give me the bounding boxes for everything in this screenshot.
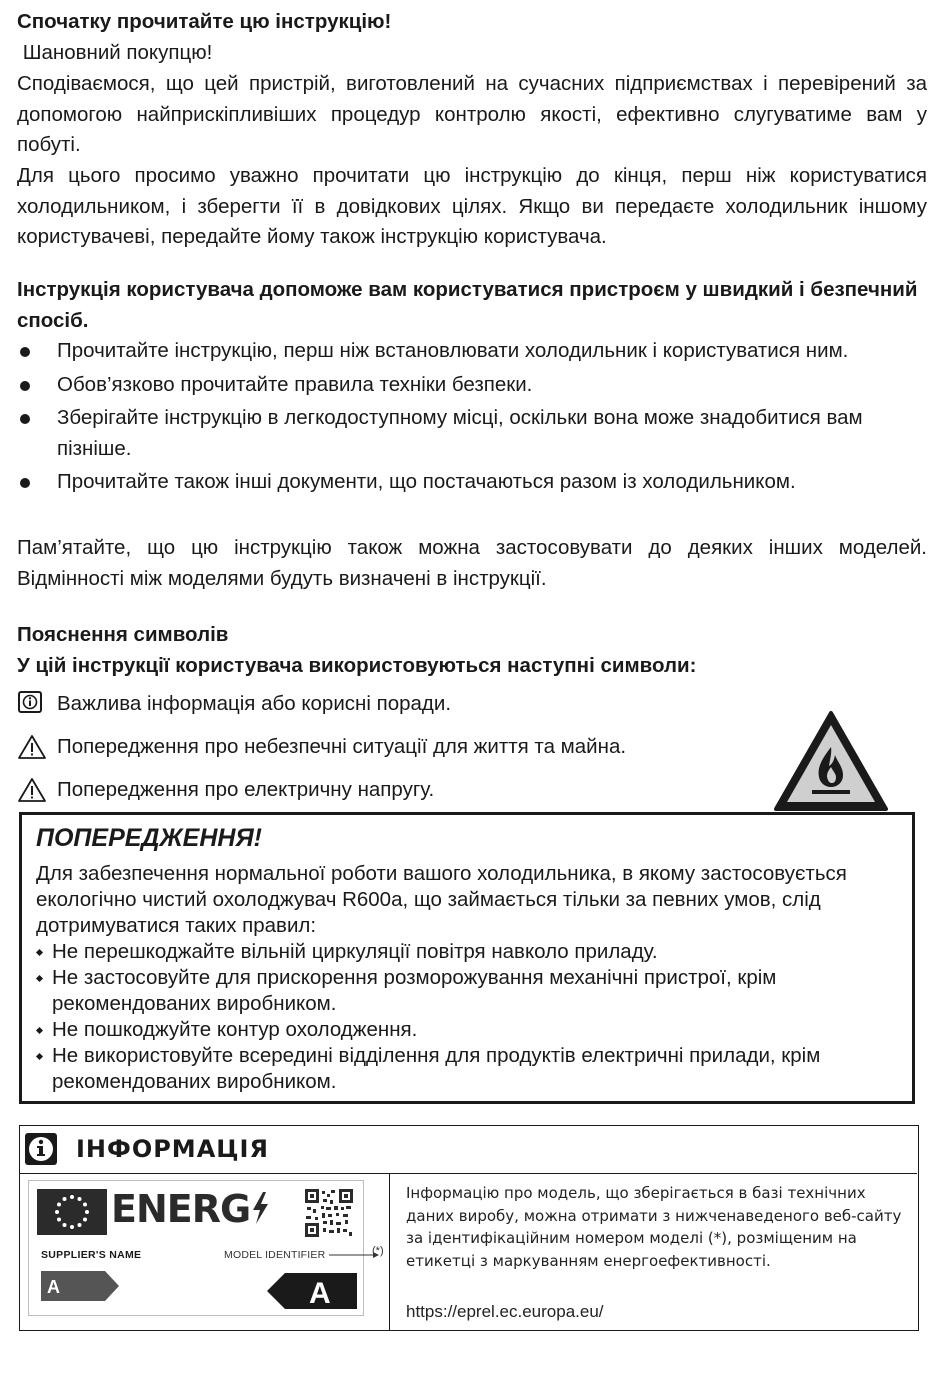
bullet-diamond-icon — [36, 1027, 43, 1034]
energy-label-image — [28, 1180, 364, 1316]
info-box — [19, 1125, 919, 1331]
supplier-name-label: SUPPLIER'S NAME — [41, 1249, 142, 1261]
model-identifier-label: MODEL IDENTIFIER — [224, 1249, 326, 1261]
eprel-link[interactable]: https://eprel.ec.europa.eu/ — [406, 1302, 604, 1321]
warning-bullet-text: Не пошкоджуйте контур охолодження. — [52, 1018, 418, 1041]
eu-flag-icon — [37, 1189, 107, 1235]
bullet-text: Прочитайте інструкцію, перш ніж встановлювати холодильник і користуватися ним. — [57, 339, 849, 362]
page-title: Спочатку прочитайте цю інструкцію! — [17, 10, 392, 33]
info-header — [20, 1126, 917, 1174]
energy-scale-bar — [41, 1271, 121, 1301]
info-text: Інформацію про модель, що зберігається в базі технічних даних виробу, можна отримати з нижченаведеного веб-сайту за ідентифікаційним номером моделі (*), розміщеним на етикетці з маркуванням енергоефективності. — [406, 1184, 902, 1270]
warning-bullet-list — [36, 939, 896, 1095]
symbols-intro: У цій інструкції користувача використовуються наступні символи: — [17, 654, 697, 677]
bullet-dot-icon — [20, 381, 30, 391]
bullet-text: Зберігайте інструкцію в легкодоступному місці, оскільки вона може знадобитися вам пізніше. — [57, 406, 863, 460]
bullet-text: Обов’язково прочитайте правила техніки безпеки. — [57, 372, 533, 396]
warning-bullet-text: Не застосовуйте для прискорення розморожування механічні пристрої, крім рекомендованих виробником. — [52, 966, 777, 1015]
info-icon — [17, 691, 47, 717]
list-item — [36, 1043, 896, 1095]
symbol-text: Важлива інформація або корисні поради. — [57, 692, 452, 715]
lightning-bolt-icon — [250, 1192, 270, 1224]
bullet-dot-icon — [20, 347, 30, 357]
asterisk-note: (*) — [372, 1245, 384, 1257]
list-item — [36, 939, 896, 965]
qr-code-icon — [305, 1189, 353, 1237]
symbol-row-electric — [17, 775, 434, 806]
bullet-text: Прочитайте також інші документи, що постачаються разом із холодильником. — [57, 470, 796, 493]
info-title: ІНФОРМАЦІЯ — [76, 1135, 269, 1163]
flammable-warning-sign-icon — [772, 709, 890, 813]
symbol-text: Попередження про небезпечні ситуації для життя та майна. — [57, 735, 627, 758]
guide-bullet-list — [17, 336, 927, 501]
bullet-dot-icon — [20, 414, 30, 424]
info-icon — [24, 1132, 58, 1166]
intro-paragraph-1: Сподіваємося, що цей пристрій, виготовлений на сучасних підприємствах і перевірений за допомогою найприскіпливіших процедур контролю якості, ефективно слугуватиме вам у побуті. — [17, 72, 927, 156]
warning-box — [19, 812, 915, 1104]
list-item — [17, 403, 927, 464]
list-item — [17, 336, 927, 367]
bullet-diamond-icon — [36, 975, 43, 982]
symbol-row-danger — [17, 732, 626, 763]
bullet-dot-icon — [20, 478, 30, 488]
energy-word: ENERG — [111, 1187, 270, 1231]
warning-bullet-text: Не перешкоджайте вільній циркуляції повітря навколо приладу. — [52, 940, 658, 963]
symbol-row-info — [17, 689, 451, 720]
bullet-diamond-icon — [36, 1053, 43, 1060]
warning-title: ПОПЕРЕДЖЕННЯ! — [36, 824, 263, 852]
list-item — [17, 467, 927, 498]
bullet-diamond-icon — [36, 949, 43, 956]
list-item — [36, 1017, 896, 1043]
list-item — [17, 370, 927, 401]
warning-triangle-icon — [17, 734, 47, 760]
symbol-text: Попередження про електричну напругу. — [57, 778, 435, 801]
warning-bullet-text: Не використовуйте всередині відділення для продуктів електричні прилади, крім рекомендованих виробником. — [52, 1044, 821, 1093]
class-letter: A — [309, 1277, 331, 1309]
intro-paragraph-2: Для цього просимо уважно прочитати цю інструкцію до кінця, перш ніж користуватися холодильником, і зберегти її в довідкових цілях. Якщо ви передаєте холодильник іншому користувачеві, передайте йому також інструкцію користувача. — [17, 164, 927, 248]
warning-triangle-icon — [17, 777, 47, 803]
warning-intro: Для забезпечення нормальної роботи вашого холодильника, в якому застосовується екологічно чистий охолоджувач R600a, що займається тільки за певних умов, слід дотримуватися таких правил: — [36, 862, 847, 937]
scale-letter: A — [47, 1277, 60, 1297]
divider — [389, 1174, 390, 1330]
symbols-title: Пояснення символів — [17, 623, 229, 646]
greeting: Шановний покупцю! — [17, 41, 213, 64]
models-note: Пам’ятайте, що цю інструкцію також можна застосовувати до деяких інших моделей. Відмінності між моделями будуть визначені в інструкції. — [17, 536, 927, 590]
list-item — [36, 965, 896, 1017]
guide-heading: Інструкція користувача допоможе вам користуватися пристроєм у швидкий і безпечний спосіб. — [17, 278, 918, 332]
energy-class-arrow — [267, 1273, 357, 1309]
